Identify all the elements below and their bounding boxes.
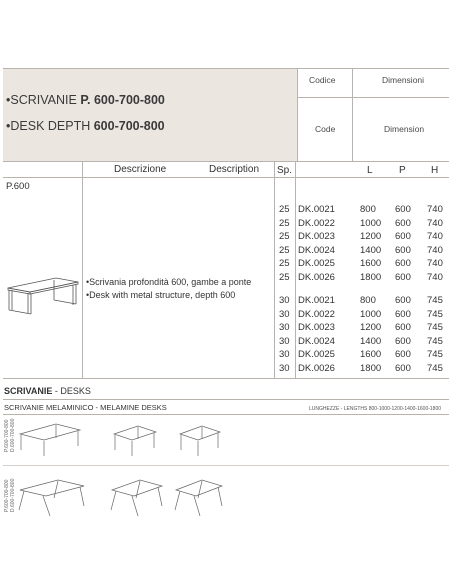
rule-v-dim <box>352 68 353 161</box>
desk-icon-straight-3 <box>176 420 224 460</box>
cell-l: 800 <box>360 295 376 306</box>
cell-l: 1400 <box>360 244 382 256</box>
cell-l: 1200 <box>360 322 382 333</box>
cell-p: 600 <box>395 204 411 215</box>
desk-icon-angled-1 <box>16 474 88 522</box>
group-label: P.600 <box>6 181 30 192</box>
cell-h: 745 <box>427 349 443 360</box>
cell-p: 600 <box>395 349 411 360</box>
dimensioni-label: Dimensioni <box>382 75 425 85</box>
desk-icon-straight-1 <box>16 420 86 460</box>
header-panel <box>3 68 297 161</box>
dimension-label: Dimension <box>384 124 425 134</box>
cell-h: 740 <box>427 271 443 283</box>
rule-top <box>3 68 449 69</box>
col-h: H <box>431 165 439 176</box>
rule-v-sp <box>274 161 275 378</box>
cell-l: 800 <box>360 204 376 215</box>
side-label-1a: P.600-700-800 <box>4 419 10 452</box>
section-title: SCRIVANIE - DESKS <box>4 386 91 396</box>
cell-sp: 30 <box>279 335 290 347</box>
description-english: •Desk with metal structure, depth 600 <box>86 290 236 300</box>
code-label: Code <box>315 124 336 134</box>
cell-h: 745 <box>427 308 443 320</box>
cell-l: 1000 <box>360 308 382 320</box>
cell-h: 745 <box>427 322 443 333</box>
cell-p: 600 <box>395 244 411 256</box>
cell-sp: 30 <box>279 362 290 374</box>
desk-icon-angled-2 <box>108 474 166 522</box>
cell-code: DK.0023 <box>298 231 335 242</box>
col-sp: Sp. <box>277 165 293 176</box>
cell-code: DK.0022 <box>298 308 335 320</box>
rule-table-bottom <box>3 378 449 379</box>
col-descrizione: Descrizione <box>114 164 167 175</box>
rule-v-code <box>295 161 296 378</box>
cell-p: 600 <box>395 231 411 242</box>
cell-p: 600 <box>395 362 411 374</box>
cell-p: 600 <box>395 322 411 333</box>
desk-drawing <box>6 258 80 316</box>
cell-sp: 25 <box>279 217 290 229</box>
cell-l: 1800 <box>360 271 382 283</box>
cell-h: 740 <box>427 258 443 269</box>
cell-code: DK.0025 <box>298 258 335 269</box>
cell-code: DK.0026 <box>298 271 335 283</box>
rule-header-bottom <box>3 161 449 162</box>
side-label-2a: P.600-700-800 <box>4 479 10 512</box>
cell-l: 1600 <box>360 349 382 360</box>
cell-sp: 30 <box>279 295 290 306</box>
section-subtitle: SCRIVANIE MELAMINICO - MELAMINE DESKS <box>4 403 167 412</box>
title-italian: •SCRIVANIE P. 600-700-800 <box>6 93 165 107</box>
cell-p: 600 <box>395 295 411 306</box>
cell-h: 740 <box>427 217 443 229</box>
col-l: L <box>367 165 373 176</box>
side-label-1b: D.600-700-800 <box>10 418 16 452</box>
cell-p: 600 <box>395 335 411 347</box>
desk-icon-angled-3 <box>172 474 226 522</box>
cell-l: 1600 <box>360 258 382 269</box>
desk-icon-straight-2 <box>110 420 160 460</box>
rule-section-2 <box>3 414 449 415</box>
cell-h: 745 <box>427 335 443 347</box>
cell-h: 745 <box>427 295 443 306</box>
rule-v-codice <box>297 68 298 161</box>
side-label-2b: D.600-700-800 <box>10 478 16 512</box>
cell-code: DK.0021 <box>298 295 335 306</box>
rule-header-mid <box>297 97 449 98</box>
cell-sp: 25 <box>279 244 290 256</box>
cell-h: 740 <box>427 204 443 215</box>
cell-code: DK.0024 <box>298 335 335 347</box>
col-p: P <box>399 165 406 176</box>
cell-p: 600 <box>395 258 411 269</box>
codice-label: Codice <box>309 75 336 85</box>
cell-l: 1400 <box>360 335 382 347</box>
cell-h: 740 <box>427 244 443 256</box>
cell-p: 600 <box>395 217 411 229</box>
rule-v-desc <box>82 161 83 378</box>
cell-h: 745 <box>427 362 443 374</box>
description-italian: •Scrivania profondità 600, gambe a ponte <box>86 277 252 287</box>
cell-sp: 30 <box>279 308 290 320</box>
cell-code: DK.0025 <box>298 349 335 360</box>
cell-p: 600 <box>395 308 411 320</box>
lengths-note: LUNGHEZZE - LENGTHS 800-1000-1200-1400-1600-1800 <box>309 406 442 412</box>
cell-l: 1000 <box>360 217 382 229</box>
rule-section-1 <box>3 399 449 400</box>
cell-sp: 25 <box>279 258 290 269</box>
cell-sp: 25 <box>279 204 290 215</box>
cell-code: DK.0022 <box>298 217 335 229</box>
rule-column-bottom <box>3 177 449 178</box>
cell-l: 1800 <box>360 362 382 374</box>
cell-sp: 30 <box>279 349 290 360</box>
cell-sp: 25 <box>279 271 290 283</box>
col-description: Description <box>209 164 260 175</box>
rule-section-3 <box>3 465 449 466</box>
cell-sp: 25 <box>279 231 290 242</box>
cell-code: DK.0024 <box>298 244 335 256</box>
cell-l: 1200 <box>360 231 382 242</box>
title-english: •DESK DEPTH 600-700-800 <box>6 119 165 133</box>
cell-h: 740 <box>427 231 443 242</box>
cell-code: DK.0026 <box>298 362 335 374</box>
cell-sp: 30 <box>279 322 290 333</box>
cell-code: DK.0023 <box>298 322 335 333</box>
cell-code: DK.0021 <box>298 204 335 215</box>
cell-p: 600 <box>395 271 411 283</box>
